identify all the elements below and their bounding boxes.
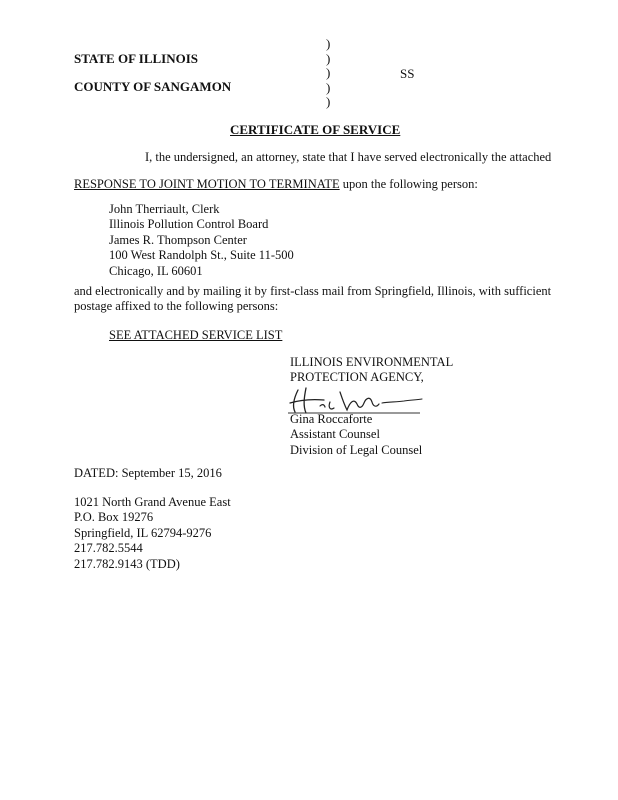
address-line: 217.782.5544	[74, 541, 143, 556]
served-document-rest: upon the following person:	[342, 177, 478, 191]
address-line: P.O. Box 19276	[74, 510, 154, 525]
agency-address	[74, 495, 231, 572]
agency-line: ILLINOIS ENVIRONMENTAL	[290, 355, 454, 369]
recipient-line: Illinois Pollution Control Board	[109, 217, 269, 232]
signer-block	[290, 412, 422, 458]
service-list-link: SEE ATTACHED SERVICE LIST	[109, 328, 283, 342]
dated-line: DATED: September 15, 2016	[74, 466, 222, 480]
signer-name: Gina Roccaforte	[290, 412, 373, 426]
address-line: Springfield, IL 62794-9276	[74, 525, 212, 540]
agency-name	[290, 355, 453, 386]
recipient-line: James R. Thompson Center	[109, 232, 247, 247]
served-document-name: RESPONSE TO JOINT MOTION TO TERMINATE	[74, 177, 340, 191]
address-line: 217.782.9143 (TDD)	[74, 556, 180, 571]
address-line: 1021 North Grand Avenue East	[74, 495, 231, 509]
recipient-line: 100 West Randolph St., Suite 11-500	[109, 248, 294, 263]
bracket: )	[326, 94, 331, 110]
mailing-line: and electronically and by mailing it by first-class mail from Springfield, Illinois, with sufficient	[74, 284, 552, 298]
bracket: )	[326, 79, 331, 95]
recipient-address	[109, 202, 294, 279]
venue-brackets	[326, 37, 330, 110]
service-statement: I, the undersigned, an attorney, state that I have served electronically the attached	[145, 150, 552, 164]
ss-label: SS	[400, 66, 415, 81]
recipient-line: John Therriault, Clerk	[109, 202, 220, 216]
bracket: )	[326, 36, 331, 51]
recipient-line: Chicago, IL 60601	[109, 263, 203, 278]
signer-division: Division of Legal Counsel	[290, 442, 423, 457]
served-document-line	[74, 177, 478, 192]
agency-line: PROTECTION AGENCY,	[290, 370, 424, 385]
bracket: )	[326, 65, 331, 81]
bracket: )	[326, 50, 331, 66]
document-title: CERTIFICATE OF SERVICE	[230, 122, 401, 137]
state-label: STATE OF ILLINOIS	[74, 51, 199, 66]
signer-title: Assistant Counsel	[290, 427, 380, 442]
mailing-line: postage affixed to the following persons:	[74, 299, 279, 314]
county-label: COUNTY OF SANGAMON	[74, 79, 232, 94]
mailing-paragraph	[74, 284, 551, 315]
